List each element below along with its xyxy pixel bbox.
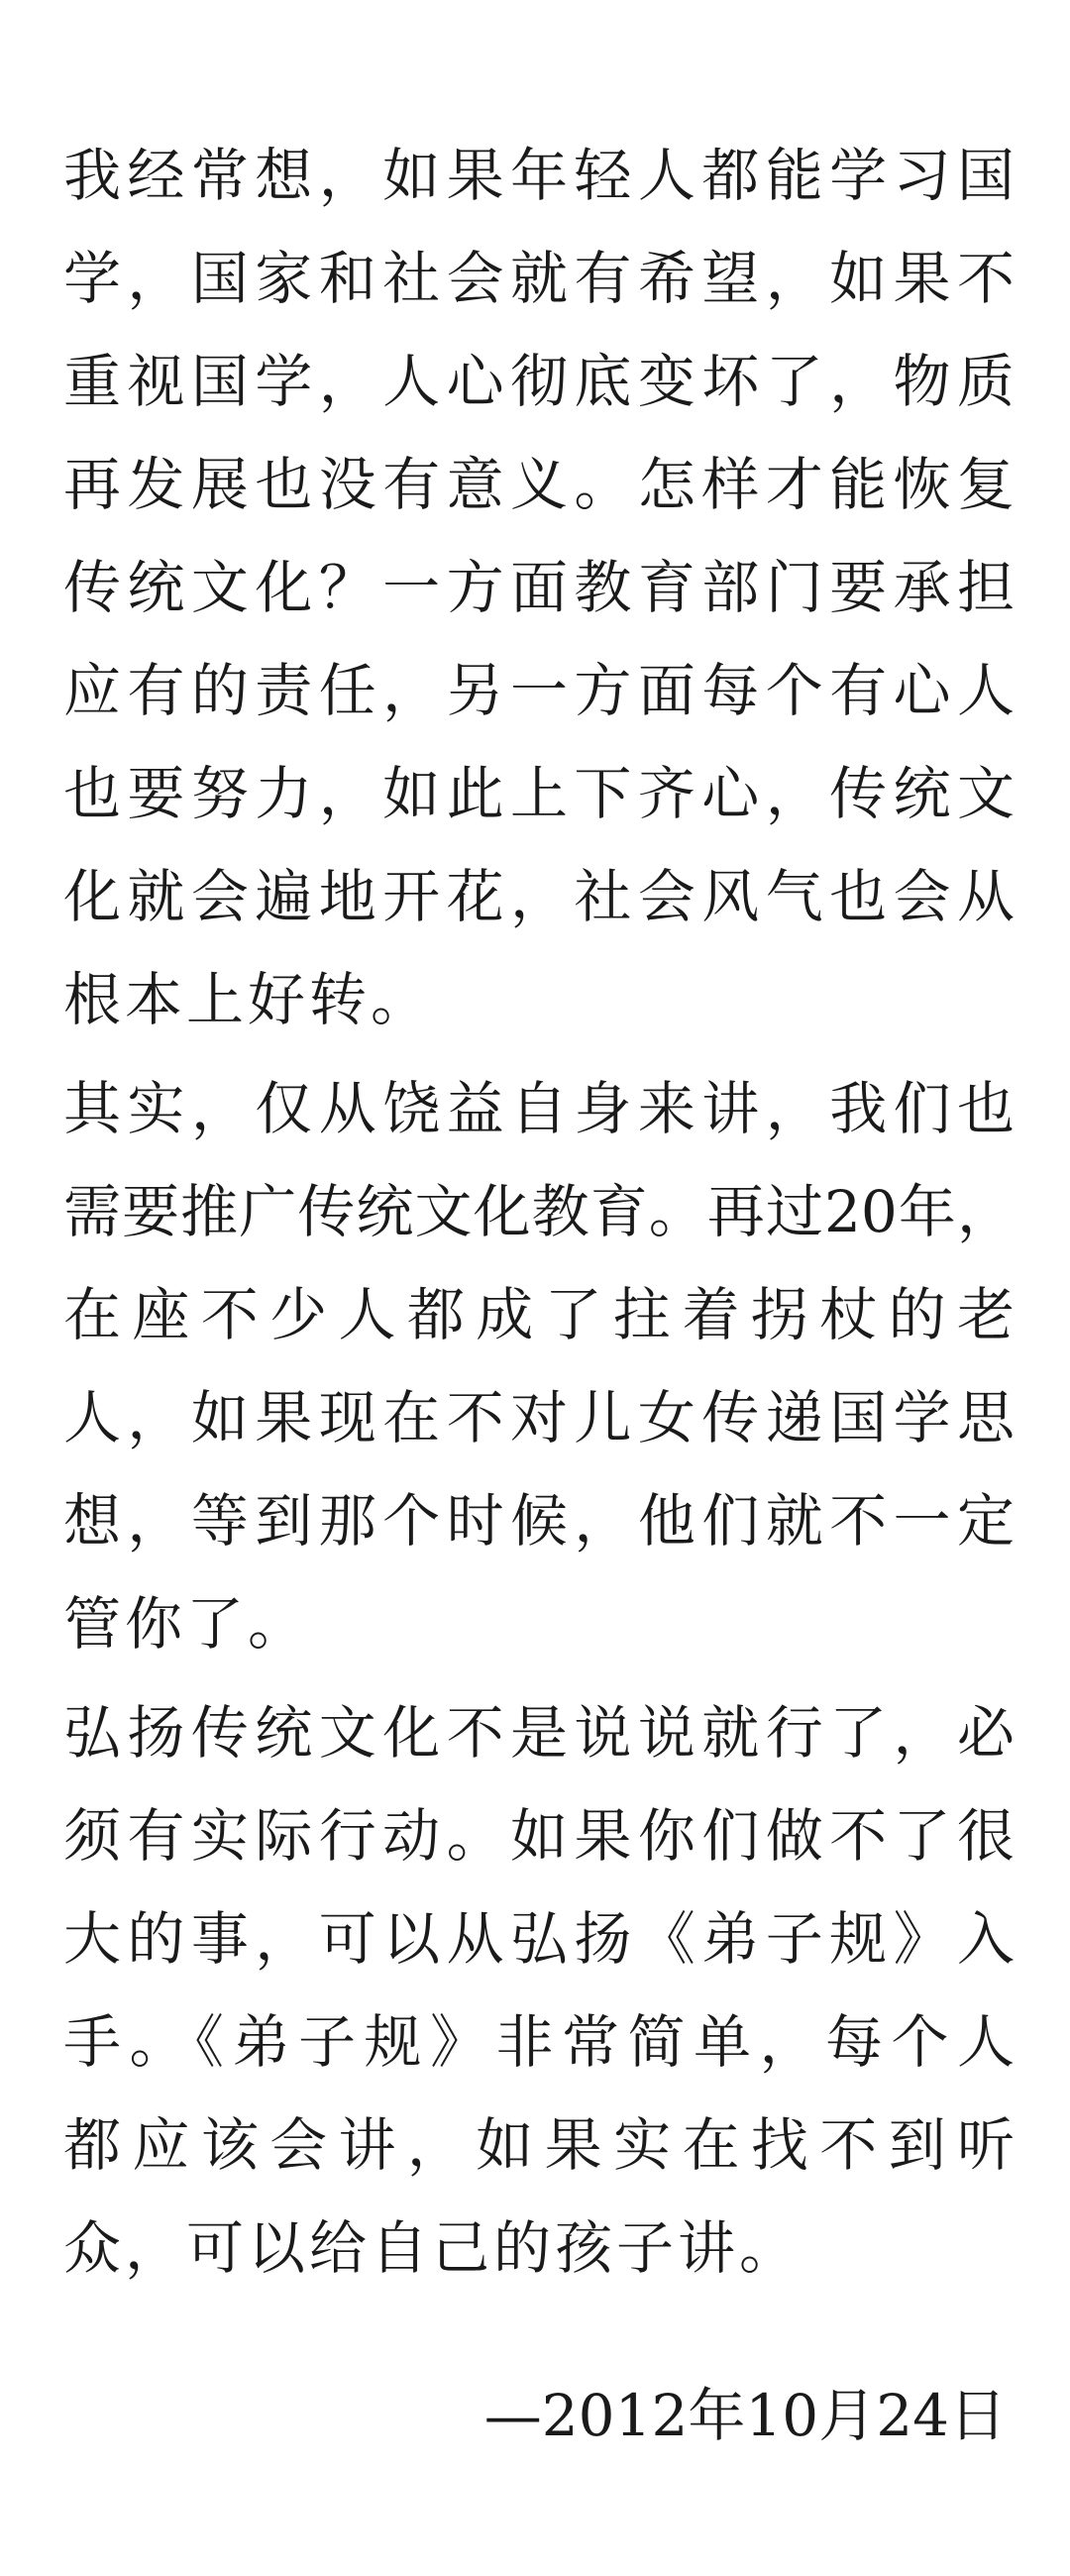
- paragraph-line: 管你了。: [63, 1590, 310, 1658]
- paragraph-line: 我经常想，如果年轻人都能学习国: [63, 142, 1015, 209]
- date-signature: —2012年10月24日: [483, 2382, 1007, 2449]
- paragraph-line: 大的事，可以从弘扬《弟子规》入: [63, 1905, 1015, 1973]
- paragraph-line: 都应该会讲，如果实在找不到听: [63, 2111, 1015, 2179]
- paragraph-line: 手。《弟子规》非常简单，每个人: [63, 2008, 1015, 2076]
- paragraph-line: 需要推广传统文化教育。再过20年，: [63, 1178, 1015, 1245]
- paragraph-line: 在座不少人都成了拄着拐杖的老: [63, 1281, 1015, 1348]
- paragraph-3: [63, 1681, 1015, 2300]
- paragraph-line: 人，如果现在不对儿女传递国学思: [63, 1384, 1015, 1451]
- paragraph-line: 须有实际行动。如果你们做不了很: [63, 1802, 1015, 1870]
- paragraph-line: 弘扬传统文化不是说说就行了，必: [63, 1699, 1015, 1767]
- paragraph-line: 根本上好转。: [63, 966, 433, 1033]
- paragraph-line: 也要努力，如此上下齐心，传统文: [63, 760, 1015, 827]
- paragraph-1: [63, 124, 1015, 1051]
- paragraph-line: 应有的责任，另一方面每个有心人: [63, 657, 1015, 724]
- paragraph-line: 重视国学，人心彻底变坏了，物质: [63, 348, 1015, 415]
- paragraph-line: 其实，仅从饶益自身来讲，我们也: [63, 1075, 1015, 1142]
- paragraph-line: 众，可以给自己的孩子讲。: [63, 2214, 802, 2282]
- paragraph-2: [63, 1057, 1015, 1675]
- paragraph-line: 再发展也没有意义。怎样才能恢复: [63, 451, 1015, 518]
- paragraph-line: 传统文化？一方面教育部门要承担: [63, 554, 1015, 621]
- paragraph-line: 想，等到那个时候，他们就不一定: [63, 1487, 1015, 1555]
- paragraph-line: 化就会遍地开花，社会风气也会从: [63, 863, 1015, 930]
- paragraph-line: 学，国家和社会就有希望，如果不: [63, 245, 1015, 312]
- article-body: [63, 124, 1015, 2300]
